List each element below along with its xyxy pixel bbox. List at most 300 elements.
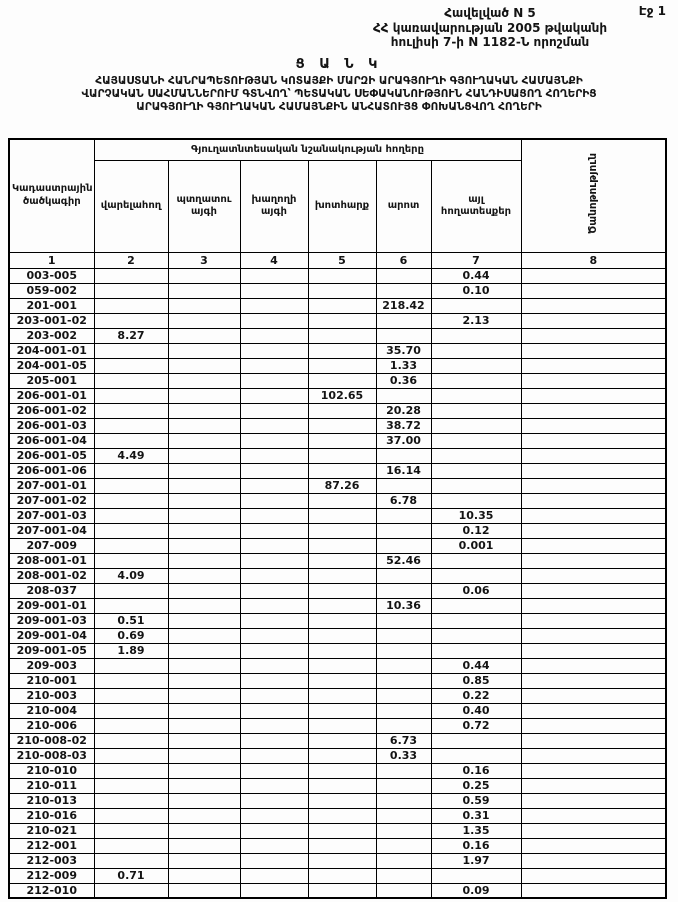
column-header-cadastral-code: Կադաստրային ծածկագիր <box>9 139 94 252</box>
value-cell <box>308 523 376 538</box>
appendix-line-3: հուլիսի 7-ի N 1182-Ն որոշման <box>390 35 590 50</box>
value-cell <box>94 718 168 733</box>
value-cell <box>308 613 376 628</box>
value-cell <box>94 673 168 688</box>
value-cell <box>376 718 431 733</box>
value-cell <box>521 703 666 718</box>
value-cell <box>308 283 376 298</box>
cadastral-code-cell: 210-003 <box>9 688 94 703</box>
value-cell <box>168 523 240 538</box>
value-cell <box>240 403 308 418</box>
value-cell <box>94 418 168 433</box>
value-cell: 0.44 <box>431 268 521 283</box>
value-cell <box>308 703 376 718</box>
value-cell <box>240 538 308 553</box>
cadastral-code-cell: 212-009 <box>9 868 94 883</box>
column-number: 1 <box>9 252 94 268</box>
value-cell <box>521 748 666 763</box>
cadastral-code-cell: 059-002 <box>9 283 94 298</box>
value-cell <box>94 283 168 298</box>
value-cell <box>94 808 168 823</box>
value-cell <box>521 433 666 448</box>
cadastral-code-cell: 210-013 <box>9 793 94 808</box>
value-cell <box>376 703 431 718</box>
table-row <box>9 613 666 628</box>
value-cell: 6.78 <box>376 493 431 508</box>
value-cell <box>168 823 240 838</box>
value-cell <box>168 868 240 883</box>
value-cell <box>168 463 240 478</box>
value-cell: 16.14 <box>376 463 431 478</box>
value-cell <box>94 853 168 868</box>
value-cell <box>168 268 240 283</box>
appendix-line-1: Հավելված N 5 <box>444 6 536 20</box>
cadastral-code-cell: 208-001-01 <box>9 553 94 568</box>
value-cell <box>521 523 666 538</box>
value-cell <box>94 748 168 763</box>
value-cell <box>168 508 240 523</box>
value-cell <box>94 598 168 613</box>
table-row <box>9 793 666 808</box>
table-row <box>9 598 666 613</box>
value-cell <box>521 583 666 598</box>
value-cell: 0.44 <box>431 658 521 673</box>
value-cell <box>308 808 376 823</box>
value-cell <box>431 493 521 508</box>
value-cell <box>308 718 376 733</box>
document-title <box>0 75 678 113</box>
column-header-arable: վարելահող <box>94 160 168 252</box>
cadastral-code-cell: 212-003 <box>9 853 94 868</box>
value-cell <box>94 358 168 373</box>
value-cell <box>376 778 431 793</box>
value-cell <box>431 628 521 643</box>
cadastral-code-cell: 212-010 <box>9 883 94 898</box>
cadastral-code-cell: 206-001-01 <box>9 388 94 403</box>
column-header-vineyard: խաղողի այգի <box>240 160 308 252</box>
cadastral-code-cell: 209-001-05 <box>9 643 94 658</box>
cadastral-code-cell: 210-006 <box>9 718 94 733</box>
cadastral-code-cell: 208-037 <box>9 583 94 598</box>
table-row <box>9 568 666 583</box>
value-cell <box>168 433 240 448</box>
value-cell <box>521 328 666 343</box>
value-cell <box>240 703 308 718</box>
value-cell <box>94 508 168 523</box>
value-cell <box>168 718 240 733</box>
value-cell <box>168 313 240 328</box>
value-cell: 0.51 <box>94 613 168 628</box>
table-row <box>9 493 666 508</box>
value-cell <box>308 433 376 448</box>
value-cell <box>376 763 431 778</box>
table-row <box>9 718 666 733</box>
value-cell <box>94 343 168 358</box>
value-cell <box>308 883 376 898</box>
table-row <box>9 658 666 673</box>
value-cell <box>240 748 308 763</box>
cadastral-code-cell: 204-001-05 <box>9 358 94 373</box>
value-cell <box>308 688 376 703</box>
value-cell <box>94 778 168 793</box>
value-cell <box>431 448 521 463</box>
cadastral-code-cell: 206-001-06 <box>9 463 94 478</box>
value-cell <box>521 343 666 358</box>
cadastral-code-cell: 204-001-01 <box>9 343 94 358</box>
value-cell <box>376 313 431 328</box>
value-cell: 8.27 <box>94 328 168 343</box>
value-cell <box>431 463 521 478</box>
value-cell <box>308 358 376 373</box>
cadastral-code-cell: 210-010 <box>9 763 94 778</box>
cadastral-code-cell: 208-001-02 <box>9 568 94 583</box>
value-cell <box>308 568 376 583</box>
value-cell: 1.97 <box>431 853 521 868</box>
table-row <box>9 403 666 418</box>
column-header-other-land: այլ հողատեսքեր <box>431 160 521 252</box>
value-cell <box>168 403 240 418</box>
value-cell <box>308 658 376 673</box>
cadastral-code-cell: 206-001-03 <box>9 418 94 433</box>
value-cell <box>521 733 666 748</box>
value-cell <box>94 823 168 838</box>
value-cell <box>521 568 666 583</box>
value-cell: 38.72 <box>376 418 431 433</box>
value-cell <box>431 733 521 748</box>
value-cell <box>521 388 666 403</box>
value-cell <box>308 868 376 883</box>
table-row <box>9 688 666 703</box>
value-cell <box>376 268 431 283</box>
column-number: 6 <box>376 252 431 268</box>
value-cell <box>308 643 376 658</box>
value-cell <box>94 388 168 403</box>
table-row <box>9 268 666 283</box>
cadastral-code-cell: 212-001 <box>9 838 94 853</box>
value-cell <box>431 358 521 373</box>
header-number-row <box>9 252 666 268</box>
table-row <box>9 748 666 763</box>
value-cell: 10.35 <box>431 508 521 523</box>
value-cell <box>376 388 431 403</box>
cadastral-code-cell: 206-001-04 <box>9 433 94 448</box>
value-cell <box>376 853 431 868</box>
value-cell <box>308 463 376 478</box>
value-cell <box>240 508 308 523</box>
value-cell <box>168 703 240 718</box>
value-cell: 0.001 <box>431 538 521 553</box>
cadastral-code-cell: 207-001-03 <box>9 508 94 523</box>
value-cell <box>168 553 240 568</box>
value-cell <box>521 358 666 373</box>
value-cell <box>308 793 376 808</box>
value-cell <box>431 613 521 628</box>
table-row <box>9 523 666 538</box>
table-row <box>9 433 666 448</box>
cadastral-code-cell: 210-011 <box>9 778 94 793</box>
table-row <box>9 358 666 373</box>
value-cell <box>308 298 376 313</box>
value-cell <box>521 658 666 673</box>
column-number: 3 <box>168 252 240 268</box>
value-cell <box>240 433 308 448</box>
value-cell <box>168 793 240 808</box>
value-cell: 1.33 <box>376 358 431 373</box>
table-row <box>9 808 666 823</box>
value-cell <box>431 748 521 763</box>
value-cell <box>240 673 308 688</box>
value-cell <box>168 808 240 823</box>
table-row <box>9 703 666 718</box>
value-cell <box>376 538 431 553</box>
value-cell <box>94 313 168 328</box>
value-cell <box>94 703 168 718</box>
value-cell: 4.09 <box>94 568 168 583</box>
value-cell <box>240 613 308 628</box>
value-cell <box>94 478 168 493</box>
table-row <box>9 508 666 523</box>
value-cell <box>521 403 666 418</box>
value-cell: 0.69 <box>94 628 168 643</box>
value-cell <box>168 448 240 463</box>
value-cell <box>521 688 666 703</box>
cadastral-code-cell: 207-009 <box>9 538 94 553</box>
value-cell <box>240 448 308 463</box>
value-cell <box>240 808 308 823</box>
column-number: 2 <box>94 252 168 268</box>
value-cell <box>168 388 240 403</box>
value-cell <box>521 628 666 643</box>
value-cell <box>168 358 240 373</box>
cadastral-code-cell: 210-008-03 <box>9 748 94 763</box>
value-cell <box>431 418 521 433</box>
value-cell <box>308 508 376 523</box>
value-cell <box>521 823 666 838</box>
table-row <box>9 628 666 643</box>
column-group-header-agricultural-lands: Գյուղատնտեսական նշանակության հողերը <box>94 139 521 160</box>
value-cell <box>94 493 168 508</box>
value-cell <box>168 748 240 763</box>
value-cell <box>376 658 431 673</box>
table-row <box>9 823 666 838</box>
value-cell <box>94 523 168 538</box>
value-cell <box>521 463 666 478</box>
value-cell <box>521 808 666 823</box>
value-cell <box>168 673 240 688</box>
value-cell <box>431 388 521 403</box>
value-cell: 20.28 <box>376 403 431 418</box>
value-cell <box>168 298 240 313</box>
document-caption: Ց Ա Ն Կ <box>295 57 383 72</box>
value-cell <box>376 643 431 658</box>
value-cell <box>376 628 431 643</box>
value-cell <box>521 448 666 463</box>
value-cell: 0.36 <box>376 373 431 388</box>
value-cell <box>168 418 240 433</box>
value-cell <box>240 628 308 643</box>
value-cell: 0.85 <box>431 673 521 688</box>
table-row <box>9 883 666 898</box>
table-row <box>9 343 666 358</box>
value-cell <box>376 808 431 823</box>
cadastral-code-cell: 207-001-02 <box>9 493 94 508</box>
value-cell: 102.65 <box>308 388 376 403</box>
value-cell <box>168 778 240 793</box>
value-cell <box>240 373 308 388</box>
value-cell <box>240 823 308 838</box>
column-number: 4 <box>240 252 308 268</box>
cadastral-code-cell: 209-001-01 <box>9 598 94 613</box>
value-cell <box>308 553 376 568</box>
land-transfer-table <box>8 138 667 899</box>
cadastral-code-cell: 003-005 <box>9 268 94 283</box>
value-cell <box>308 628 376 643</box>
value-cell <box>376 478 431 493</box>
value-cell <box>431 643 521 658</box>
value-cell <box>240 328 308 343</box>
value-cell <box>168 568 240 583</box>
value-cell: 0.10 <box>431 283 521 298</box>
value-cell <box>521 883 666 898</box>
value-cell <box>521 373 666 388</box>
note-header-vertical-text: Ծանոթություն <box>587 152 600 235</box>
value-cell <box>376 283 431 298</box>
value-cell <box>431 343 521 358</box>
appendix-line-2: ՀՀ կառավարության 2005 թվականի <box>372 20 608 35</box>
value-cell <box>521 718 666 733</box>
value-cell <box>168 328 240 343</box>
value-cell: 0.09 <box>431 883 521 898</box>
value-cell <box>168 598 240 613</box>
value-cell <box>376 583 431 598</box>
value-cell <box>240 598 308 613</box>
table-row <box>9 778 666 793</box>
value-cell <box>521 598 666 613</box>
table-row <box>9 673 666 688</box>
value-cell <box>521 553 666 568</box>
value-cell <box>240 418 308 433</box>
value-cell: 35.70 <box>376 343 431 358</box>
value-cell: 0.16 <box>431 838 521 853</box>
value-cell <box>168 493 240 508</box>
value-cell <box>240 778 308 793</box>
value-cell <box>308 343 376 358</box>
value-cell <box>94 838 168 853</box>
value-cell <box>240 493 308 508</box>
value-cell <box>240 268 308 283</box>
value-cell <box>240 463 308 478</box>
value-cell <box>376 793 431 808</box>
value-cell <box>240 853 308 868</box>
column-header-pasture: արոտ <box>376 160 431 252</box>
value-cell <box>240 643 308 658</box>
table-row <box>9 448 666 463</box>
value-cell: 0.71 <box>94 868 168 883</box>
value-cell <box>431 373 521 388</box>
value-cell <box>521 418 666 433</box>
value-cell <box>168 733 240 748</box>
value-cell <box>168 628 240 643</box>
value-cell <box>376 613 431 628</box>
value-cell <box>521 268 666 283</box>
value-cell <box>431 433 521 448</box>
value-cell: 0.59 <box>431 793 521 808</box>
value-cell <box>240 658 308 673</box>
value-cell <box>168 853 240 868</box>
value-cell <box>168 643 240 658</box>
value-cell <box>168 613 240 628</box>
cadastral-code-cell: 207-001-04 <box>9 523 94 538</box>
value-cell <box>240 793 308 808</box>
value-cell <box>240 343 308 358</box>
value-cell: 0.40 <box>431 703 521 718</box>
value-cell <box>521 538 666 553</box>
cadastral-code-cell: 203-002 <box>9 328 94 343</box>
table-row <box>9 463 666 478</box>
value-cell <box>94 763 168 778</box>
value-cell <box>376 673 431 688</box>
column-number: 7 <box>431 252 521 268</box>
table-row <box>9 418 666 433</box>
header-group-row <box>9 139 666 160</box>
cadastral-code-cell: 210-008-02 <box>9 733 94 748</box>
table-row <box>9 733 666 748</box>
value-cell <box>308 673 376 688</box>
value-cell <box>240 883 308 898</box>
value-cell <box>521 763 666 778</box>
value-cell <box>431 478 521 493</box>
value-cell <box>521 673 666 688</box>
value-cell <box>521 478 666 493</box>
value-cell <box>431 403 521 418</box>
value-cell <box>521 793 666 808</box>
value-cell <box>521 868 666 883</box>
value-cell <box>168 373 240 388</box>
table-row <box>9 328 666 343</box>
cadastral-code-cell: 203-001-02 <box>9 313 94 328</box>
value-cell <box>521 283 666 298</box>
value-cell <box>240 388 308 403</box>
value-cell <box>308 313 376 328</box>
value-cell: 37.00 <box>376 433 431 448</box>
cadastral-code-cell: 210-016 <box>9 808 94 823</box>
cadastral-code-cell: 210-004 <box>9 703 94 718</box>
value-cell <box>308 733 376 748</box>
table-row <box>9 553 666 568</box>
value-cell <box>521 313 666 328</box>
value-cell <box>308 403 376 418</box>
value-cell <box>240 583 308 598</box>
value-cell <box>240 763 308 778</box>
value-cell <box>521 643 666 658</box>
value-cell <box>168 343 240 358</box>
column-number: 5 <box>308 252 376 268</box>
value-cell <box>376 688 431 703</box>
value-cell <box>168 658 240 673</box>
value-cell <box>376 868 431 883</box>
value-cell: 1.89 <box>94 643 168 658</box>
value-cell <box>240 478 308 493</box>
value-cell <box>240 283 308 298</box>
value-cell: 4.49 <box>94 448 168 463</box>
value-cell <box>376 823 431 838</box>
value-cell <box>308 778 376 793</box>
value-cell <box>94 793 168 808</box>
table-row <box>9 313 666 328</box>
value-cell <box>431 328 521 343</box>
value-cell <box>308 418 376 433</box>
value-cell <box>168 763 240 778</box>
